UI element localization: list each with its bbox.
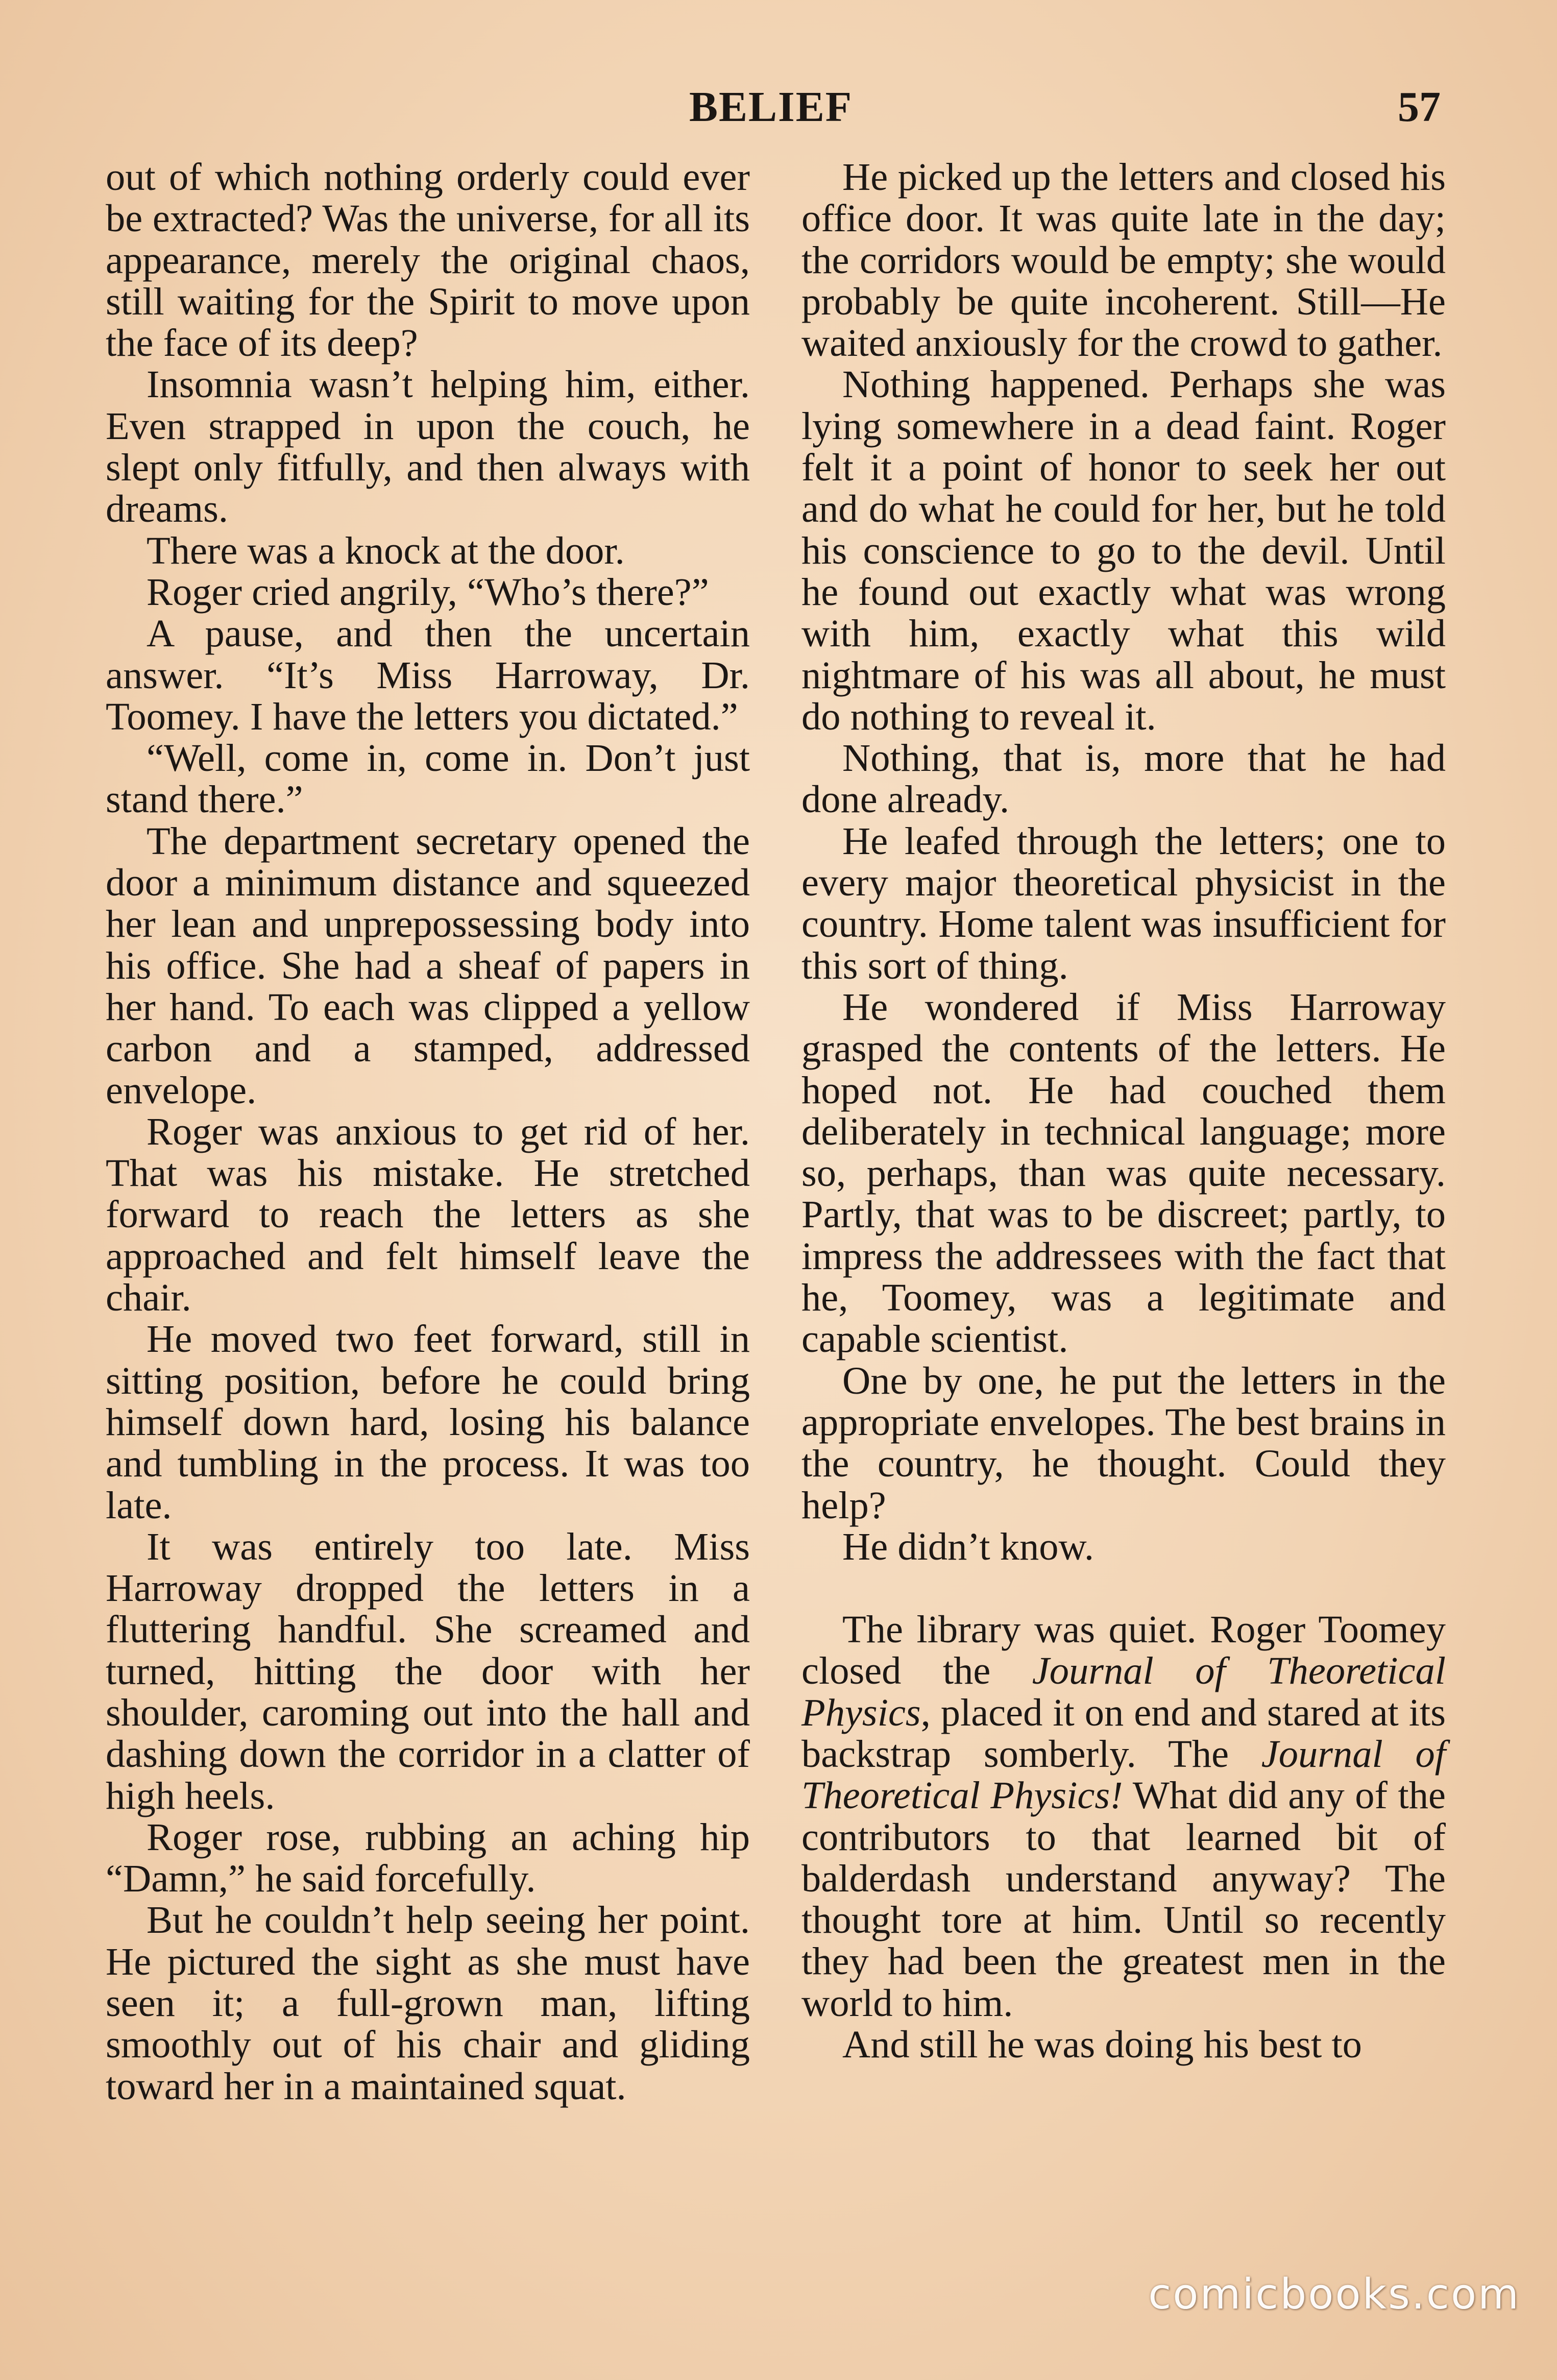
page-number: 57 [1398,83,1441,131]
paragraph: It was entirely too late. Miss Harroway dropped the letters in a fluttering handful. She screamed and turned, hitting the door with her shoulder, caroming out into the hall and dashing down the corridor in a clatter of high heels. [106,1524,750,1817]
text-run: The library was quiet. Roger Toomey closed the [801,1608,1446,1693]
paragraph: “Well, come in, come in. Don’t just stand there.” [106,736,750,821]
left-text-column [106,156,750,2107]
paragraph: He wondered if Miss Harroway grasped the contents of the letters. He hoped not. He had couched them deliberately in technical language; more so, perhaps, than was quite necessary. Partly, that was to be discreet; partly, to impress the addressees with the fact that he, Toomey, was a legitimate and capable scientist. [801,985,1446,1361]
paragraph: And still he was doing his best to [842,2023,1362,2067]
paragraph: He moved two feet forward, still in sitting position, before he could bring himself down hard, losing his balance and tumbling in the process. It was too late. [106,1317,750,1527]
paragraph: He didn’t know. [842,1524,1094,1568]
paragraph: Roger cried angrily, “Who’s there?” [147,570,709,614]
paragraph: There was a knock at the door. [147,528,625,572]
paragraph: He leafed through the letters; one to every major theoretical physicist in the country. Home talent was insufficient for this sort of thing. [801,819,1446,987]
right-text-column [801,156,1446,2065]
paragraph: He picked up the letters and closed his office door. It was quite late in the day; the corridors would be empty; she would probably be quite incoherent. Still—He waited anxiously for the crowd to gather. [801,155,1446,365]
text-run: What did any of the contributors to that learned bit of balderdash understand anyway? The thought tore at him. Until so recently they had been the greatest men in the world to him. [801,1774,1446,2025]
paragraph: Insomnia wasn’t helping him, either. Even strapped in upon the couch, he slept only fitfully, and then always with dreams. [106,362,750,531]
watermark-text: comicbooks.com [1148,2270,1520,2319]
section-break-paragraph [801,1609,1446,2024]
paragraph: A pause, and then the uncertain answer. “It’s Miss Harroway, Dr. Toomey. I have the letters you dictated.” [106,612,750,738]
paragraph: Roger was anxious to get rid of her. That was his mistake. He stretched forward to reach the letters as she approached and felt himself leave the chair. [106,1109,750,1320]
text-run: , placed it on end and stared at its backstrap somberly. The [801,1690,1446,1776]
paragraph: Roger rose, rubbing an aching hip “Damn,” he said forcefully. [106,1815,750,1901]
journal-title-italic: Journal of Theoretical Physics [801,1649,1446,1734]
paragraph: But he couldn’t help seeing her point. He pictured the sight as she must have seen it; a full-grown man, lifting smoothly out of his chair and gliding toward her in a maintained squat. [106,1898,750,2108]
paragraph: One by one, he put the letters in the appropriate envelopes. The best brains in the country, he thought. Could they help? [801,1358,1446,1527]
paragraph: out of which nothing orderly could ever be extracted? Was the universe, for all its appearance, merely the original chaos, still waiting for the Spirit to move upon the face of its deep? [106,155,750,365]
journal-title-italic: Journal of Theoretical Physics! [801,1732,1446,1817]
running-head-title: BELIEF [689,83,853,131]
paragraph: The department secretary opened the door a minimum distance and squeezed her lean and unprepossessing body into his office. She had a sheaf of papers in her hand. To each was clipped a yellow carbon and a stamped, addressed envelope. [106,819,750,1112]
paragraph: Nothing happened. Perhaps she was lying somewhere in a dead faint. Roger felt it a point of honor to seek her out and do what he could for her, but he told his conscience to go to the devil. Until he found out exactly what was wrong with him, exactly what this wild nightmare of his was all about, he must do nothing to reveal it. [801,362,1446,738]
paragraph: Nothing, that is, more that he had done already. [801,736,1446,821]
